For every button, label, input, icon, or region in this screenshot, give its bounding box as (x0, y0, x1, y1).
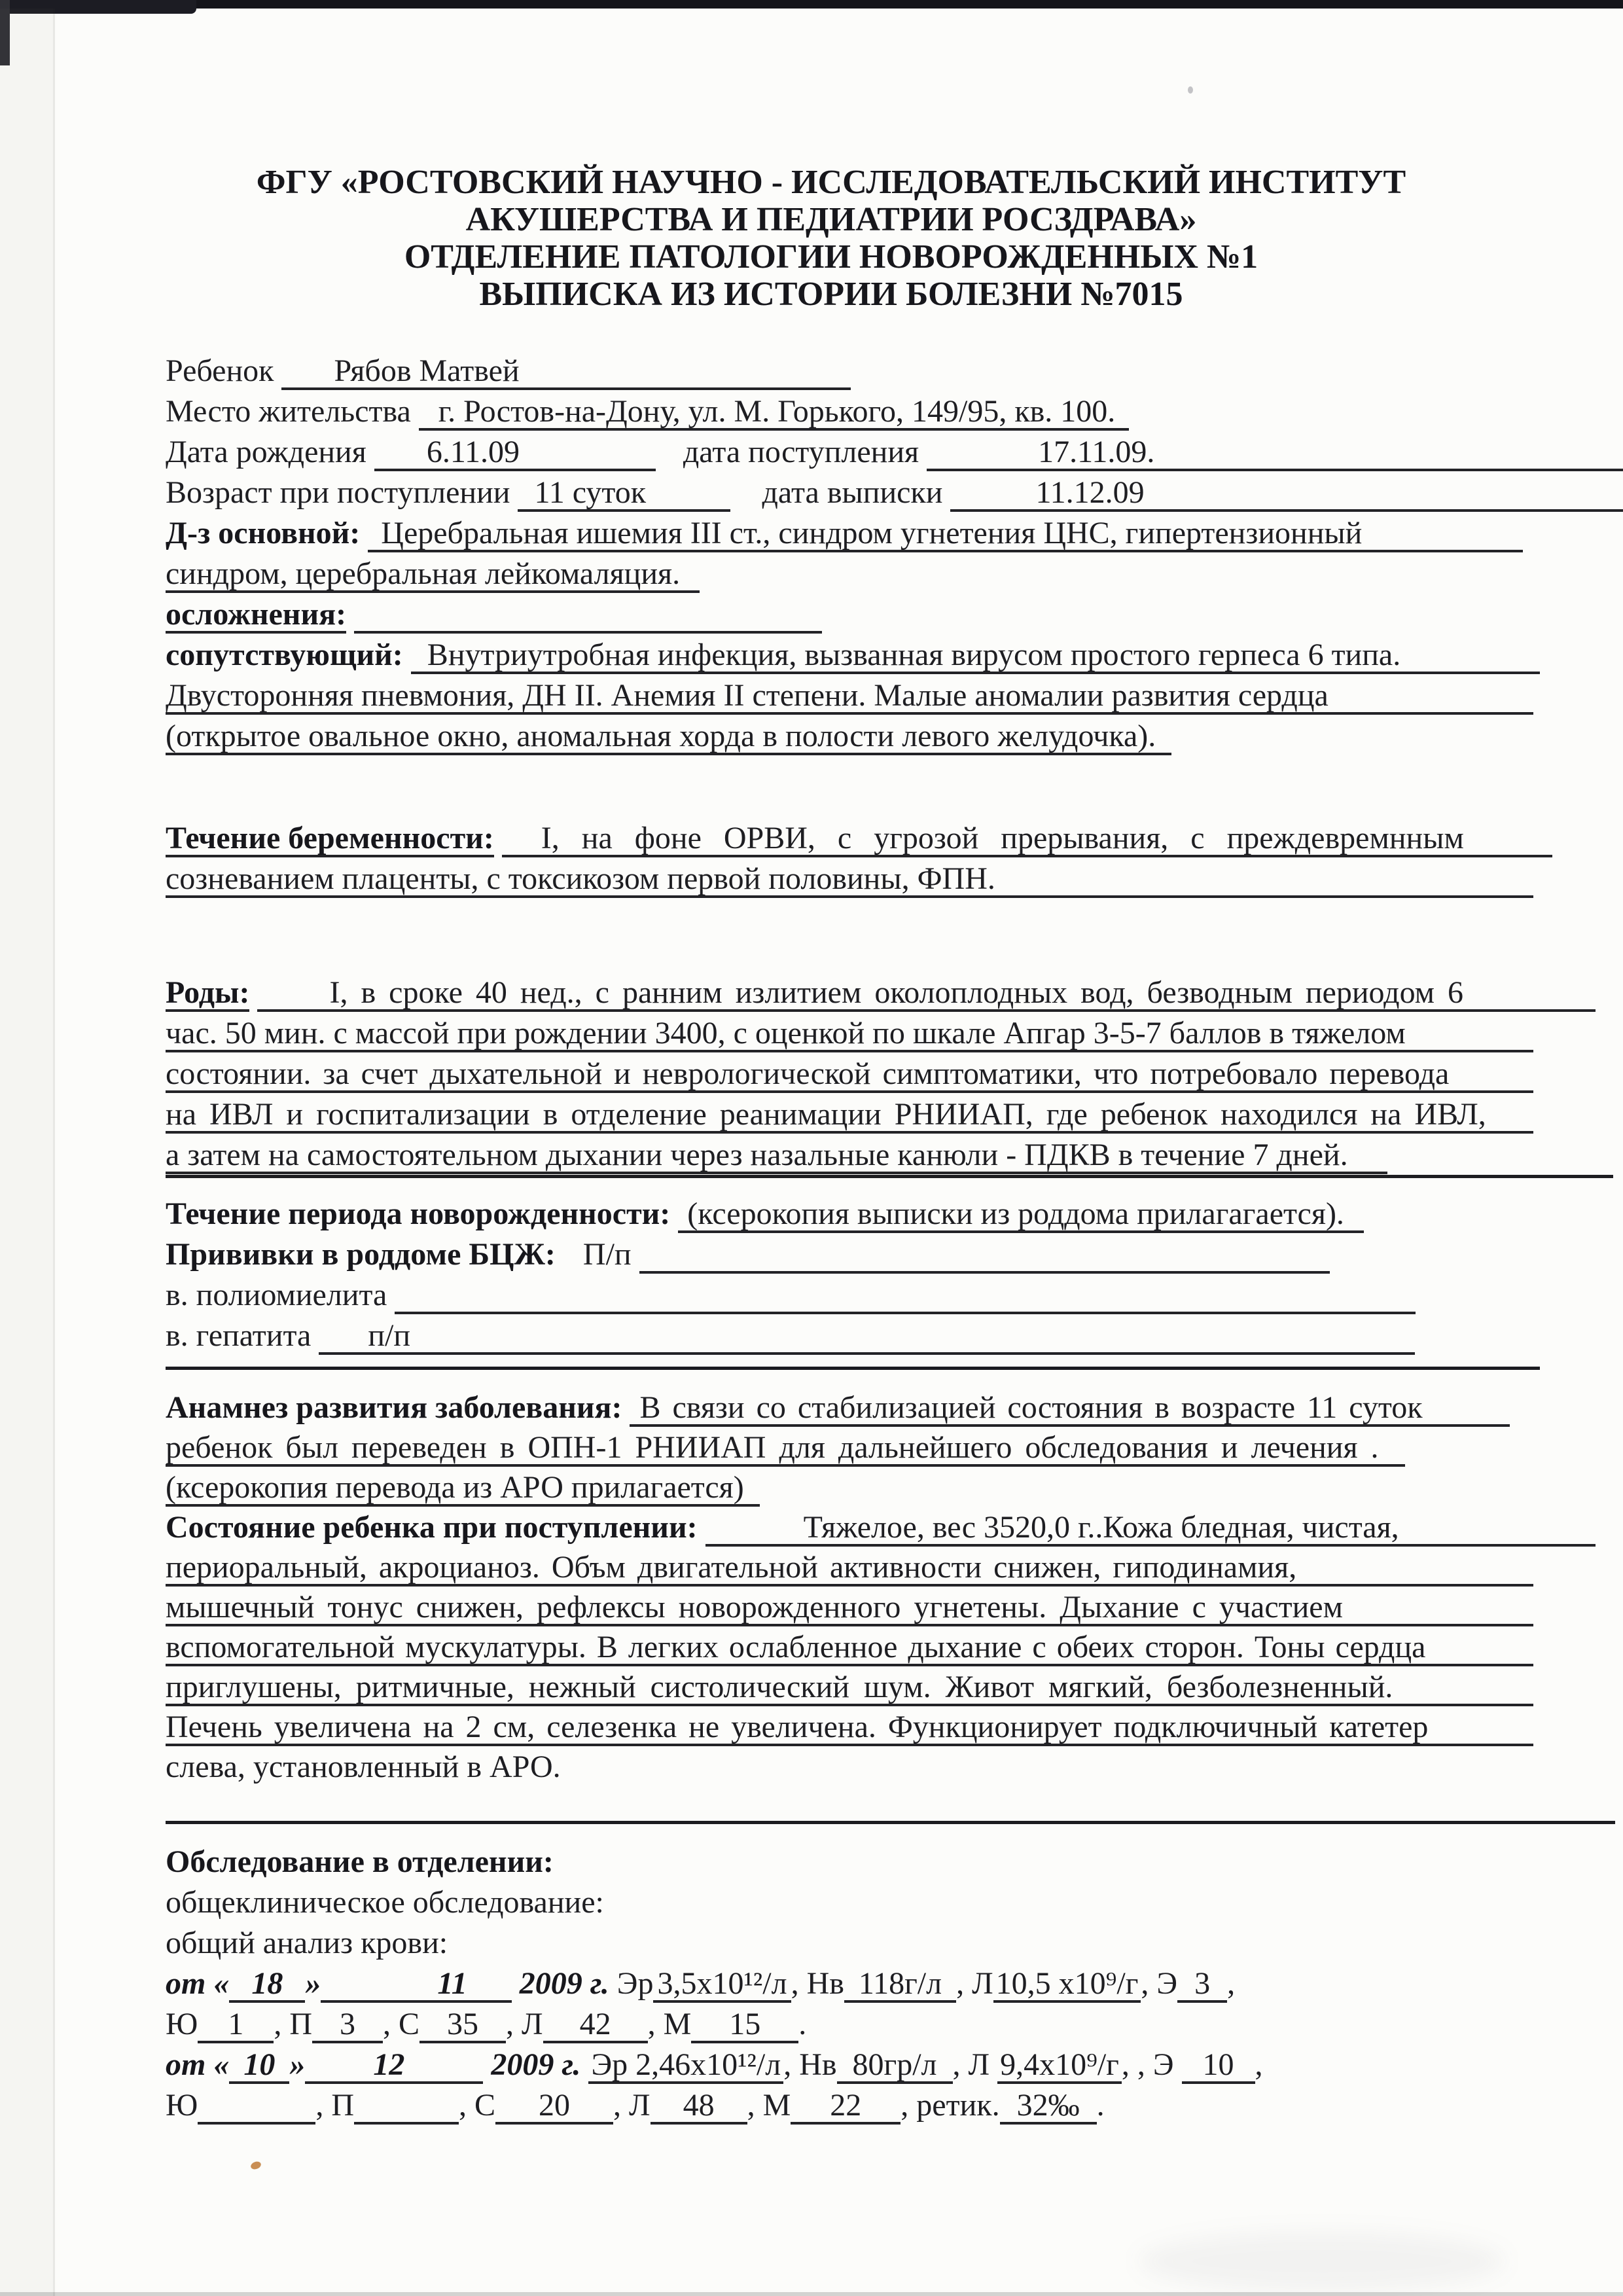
child-name-value: Рябов Матвей (281, 355, 851, 390)
text-segment: . (1096, 2088, 1105, 2123)
state-line6: Печень увеличена на 2 см, селезенка не увеличена. Функционирует подключичный катетер (166, 1711, 1533, 1746)
pregnancy-row1 (166, 818, 1546, 859)
birth-line4: на ИВЛ и госпитализации в отделение реанимации РНИИАП, где ребенок находился на ИВЛ, (166, 1098, 1533, 1134)
bcg-row (166, 1234, 1546, 1275)
state-line5: приглушены, ритмичные, нежный систолический шум. Живот мягкий, безболезненный. (166, 1671, 1533, 1706)
complications-row (166, 594, 1546, 635)
state-row5 (166, 1667, 1546, 1707)
text-segment: , С (383, 2007, 420, 2041)
text-segment: , Э (1141, 1966, 1178, 2001)
text-segment: 118г/л (844, 1967, 956, 2003)
state-line4: вспомогательной мускулатуры. В легких ослабленное дыхание с обеих сторон. Тоны сердца (166, 1631, 1533, 1666)
examination-title: Обследование в отделении: (166, 1844, 554, 1879)
concomitant-row (166, 635, 1546, 675)
birth-section (166, 973, 1546, 1175)
polio-row (166, 1275, 1546, 1316)
examination-subtitle1: общеклиническое обследование: (166, 1885, 604, 1920)
text-segment: , С (459, 2088, 496, 2123)
text-segment: от « (166, 2047, 230, 2082)
text-segment: Эр (616, 1966, 654, 2001)
state-row6 (166, 1707, 1546, 1747)
document-title: ВЫПИСКА ИЗ ИСТОРИИ БОЛЕЗНИ №7015 (479, 276, 1183, 313)
text-segment: » (305, 1966, 321, 2001)
scan-artifact-gray-speck (1188, 86, 1193, 94)
text-segment (427, 2049, 483, 2084)
text-segment (486, 1967, 512, 2003)
scan-artifact-bottom-edge (0, 2292, 1623, 2296)
examination-section (166, 1842, 1546, 2126)
text-segment: 10 (1182, 2049, 1255, 2084)
text-segment: 22 (791, 2089, 901, 2125)
bcg-label: Прививки в роддоме БЦЖ: (166, 1237, 556, 1272)
child-label: Ребенок (166, 353, 274, 388)
text-segment: 3 (1177, 1967, 1227, 2003)
section-divider-line-1 (166, 1175, 1613, 1178)
birth-date-value: 6.11.09 (374, 436, 656, 471)
state-row2 (166, 1547, 1546, 1587)
bcg-value: П/п (582, 1237, 632, 1272)
text-segment: , (1227, 1966, 1236, 2001)
institute-name-line1: ФГУ «РОСТОВСКИЙ НАУЧНО - ИССЛЕДОВАТЕЛЬСКИЙ ИНСТИТУТ (256, 164, 1406, 201)
text-segment: , М (647, 2007, 692, 2041)
text-segment: 1 (198, 2008, 274, 2043)
text-segment: , М (747, 2088, 791, 2123)
bcg-blank-underline (639, 1238, 1330, 1274)
text-segment: г. (590, 1966, 617, 2001)
text-segment: 35 (419, 2008, 506, 2043)
child-row (166, 351, 1546, 391)
pregnancy-label: Течение беременности: (166, 822, 494, 857)
main-diagnosis-line1: Церебральная ишемия III ст., синдром угнетения ЦНС, гипертензионный (368, 517, 1523, 552)
text-segment: , Л (956, 1966, 993, 2001)
anamnesis-row3 (166, 1467, 1546, 1507)
age-row (166, 473, 1546, 513)
text-segment: Ю (166, 2088, 198, 2123)
concomitant-line3: (открытое овальное окно, аномальная хорда в полости левого желудочка). (166, 720, 1171, 755)
cbc-result-row-4 (166, 2085, 1546, 2126)
text-segment: Ю (166, 2007, 198, 2041)
birth-row2 (166, 1013, 1546, 1054)
admission-date-label: дата поступления (683, 435, 919, 469)
birth-line5: а затем на самостоятельном дыхании через назальные канюли - ПДКВ в течение 7 дней. (166, 1139, 1387, 1174)
text-segment: 2009 (511, 1966, 590, 2001)
text-segment: , П (274, 2007, 313, 2041)
concomitant-row2 (166, 675, 1546, 716)
cbc-result-row-2 (166, 2004, 1546, 2045)
state-row1 (166, 1507, 1546, 1547)
age-label: Возраст при поступлении (166, 475, 510, 510)
state-row7 (166, 1747, 1546, 1787)
main-diagnosis-row (166, 513, 1546, 554)
birth-date-label: Дата рождения (166, 435, 366, 469)
birth-row5 (166, 1135, 1546, 1175)
neonatal-period-label: Течение периода новорожденности: (166, 1196, 671, 1231)
birth-row3 (166, 1054, 1546, 1094)
birth-label: Роды: (166, 977, 249, 1012)
scan-artifact-top-edge (0, 0, 1623, 9)
state-line7: слева, установленный в АРО. (166, 1749, 561, 1784)
scan-artifact-left-strip (0, 9, 53, 2296)
text-segment: , Нв (791, 1966, 844, 2001)
hepatitis-value: п/п (319, 1319, 1415, 1355)
anamnesis-line2: ребенок был переведен в ОПН-1 РНИИАП для дальнейшего обследования и лечения . (166, 1431, 1405, 1467)
anamnesis-row2 (166, 1427, 1546, 1467)
concomitant-line1: Внутриутробная инфекция, вызванная вирусом простого герпеса 6 типа. (411, 639, 1540, 674)
age-value: 11 суток (518, 476, 730, 512)
text-segment: , ретик. (901, 2088, 1000, 2123)
anamnesis-line1: В связи со стабилизацией состояния в возрасте 11 суток (630, 1391, 1510, 1427)
text-segment: 20 (495, 2089, 613, 2125)
admission-date-value: 17.11.09. (927, 436, 1623, 471)
text-segment: , (1255, 2047, 1263, 2082)
discharge-date-label: дата выписки (762, 475, 943, 510)
neonatal-period-row (166, 1194, 1546, 1234)
pregnancy-line2: созневанием плаценты, с токсикозом первой половины, ФПН. (166, 863, 1533, 898)
text-segment: , , Э (1121, 2047, 1182, 2082)
concomitant-line2: Двусторонняя пневмония, ДН II. Анемия II степени. Малые аномалии развития сердца (166, 679, 1533, 715)
polio-label: в. полиомиелита (166, 1278, 387, 1312)
patient-info-section (166, 351, 1546, 757)
text-segment: . (798, 2007, 807, 2041)
text-segment: 15 (691, 2008, 798, 2043)
address-value: г. Ростов-на-Дону, ул. М. Горького, 149/95, кв. 100. (419, 395, 1129, 431)
text-segment: 10,5 x10⁹/г (993, 1967, 1141, 2003)
text-segment: 18 (229, 1967, 305, 2003)
text-segment: 3,5x10¹²/л (653, 1967, 791, 2003)
scan-artifact-orange-speck (250, 2161, 262, 2171)
discharge-date-value: 11.12.09 (950, 476, 1623, 512)
text-segment: , Нв (783, 2047, 837, 2082)
examination-subtitle2: общий анализ крови: (166, 1926, 448, 1960)
polio-blank-underline (395, 1279, 1416, 1314)
state-row3 (166, 1587, 1546, 1627)
text-segment: 9,4x10⁹/г (997, 2049, 1122, 2084)
birth-line3: состоянии. за счет дыхательной и неврологической симптоматики, что потребовало перевода (166, 1058, 1533, 1093)
main-diagnosis-row2 (166, 554, 1546, 594)
main-diagnosis-line2: синдром, церебральная лейкомаляция. (166, 558, 700, 593)
scan-artifact-bottom-smudge (1139, 2232, 1505, 2291)
pregnancy-section (166, 818, 1546, 899)
state-line3: мышечный тонус снижен, рефлексы новорожденного угнетены. Дыхание с участием (166, 1591, 1533, 1626)
concomitant-row3 (166, 716, 1546, 757)
anamnesis-row1 (166, 1388, 1546, 1427)
neonatal-section (166, 1194, 1546, 1356)
institute-name-line2: АКУШЕРСТВА И ПЕДИАТРИИ РОСЗДРАВА» (465, 201, 1197, 238)
text-segment: Эр 2,46x10¹²/л (588, 2049, 783, 2084)
text-segment (354, 2089, 459, 2125)
text-segment: 3 (312, 2008, 383, 2043)
text-segment: г. (562, 2047, 589, 2082)
text-segment (321, 1967, 419, 2003)
anamnesis-label: Анамнез развития заболевания: (166, 1390, 622, 1425)
anamnesis-line3: (ксерокопия перевода из АРО прилагается) (166, 1471, 760, 1507)
scan-artifact-page-edge-line (53, 9, 55, 2296)
birth-date-row (166, 432, 1546, 473)
section-divider-line-2 (166, 1367, 1540, 1370)
state-line2: периоральный, акроцианоз. Объм двигательной активности снижен, гиподинамия, (166, 1551, 1533, 1587)
birth-row4 (166, 1094, 1546, 1135)
birth-row1 (166, 973, 1546, 1013)
text-segment: 11 (419, 1967, 485, 2003)
examination-subtitle1-row (166, 1882, 1546, 1923)
main-diagnosis-label: Д-з основной: (166, 516, 361, 550)
text-segment: 42 (543, 2008, 648, 2043)
text-segment (305, 2049, 351, 2084)
examination-subtitle2-row (166, 1923, 1546, 1964)
cbc-result-row-3 (166, 2045, 1546, 2085)
document-header (157, 164, 1505, 313)
complications-label: осложнения: (166, 598, 346, 634)
text-segment: » (289, 2047, 306, 2082)
text-segment: , Л (613, 2088, 651, 2123)
concomitant-label: сопутствующий: (166, 637, 403, 672)
neonatal-period-value: (ксерокопия выписки из роддома прилагагается). (678, 1198, 1364, 1233)
pregnancy-row2 (166, 859, 1546, 899)
pregnancy-line1: I, на фоне ОРВИ, с угрозой прерывания, с преждевремнным (502, 822, 1552, 857)
hepatitis-label: в. гепатита (166, 1318, 312, 1353)
text-segment: 2009 (483, 2047, 562, 2082)
address-row (166, 391, 1546, 432)
examination-title-row (166, 1842, 1546, 1882)
cbc-result-row-1 (166, 1964, 1546, 2004)
text-segment: от « (166, 1966, 230, 2001)
birth-line2: час. 50 мин. с массой при рождении 3400, с оценкой по шкале Апгар 3-5-7 баллов в тяжелом (166, 1017, 1533, 1052)
text-segment: , Л (506, 2007, 543, 2041)
text-segment: 48 (651, 2089, 747, 2125)
text-segment (198, 2089, 315, 2125)
department-name: ОТДЕЛЕНИЕ ПАТОЛОГИИ НОВОРОЖДЕННЫХ №1 (404, 238, 1258, 276)
text-segment: 12 (351, 2049, 427, 2084)
state-line1: Тяжелое, вес 3520,0 г..Кожа бледная, чистая, (705, 1511, 1596, 1547)
birth-line1: I, в сроке 40 нед., с ранним излитием околоплодных вод, безводным периодом 6 (257, 977, 1596, 1012)
state-row4 (166, 1627, 1546, 1667)
hepatitis-row (166, 1316, 1546, 1356)
anamnesis-section (166, 1388, 1546, 1787)
text-segment: 32‰ (1000, 2089, 1097, 2125)
text-segment: 80гр/л (837, 2049, 953, 2084)
section-divider-line-3 (166, 1821, 1615, 1824)
text-segment: , Л (952, 2047, 998, 2082)
text-segment: , П (315, 2088, 355, 2123)
complications-blank-underline (354, 598, 822, 634)
text-segment: 10 (229, 2049, 289, 2084)
address-label: Место жительства (166, 394, 411, 429)
state-label: Состояние ребенка при поступлении: (166, 1510, 698, 1545)
